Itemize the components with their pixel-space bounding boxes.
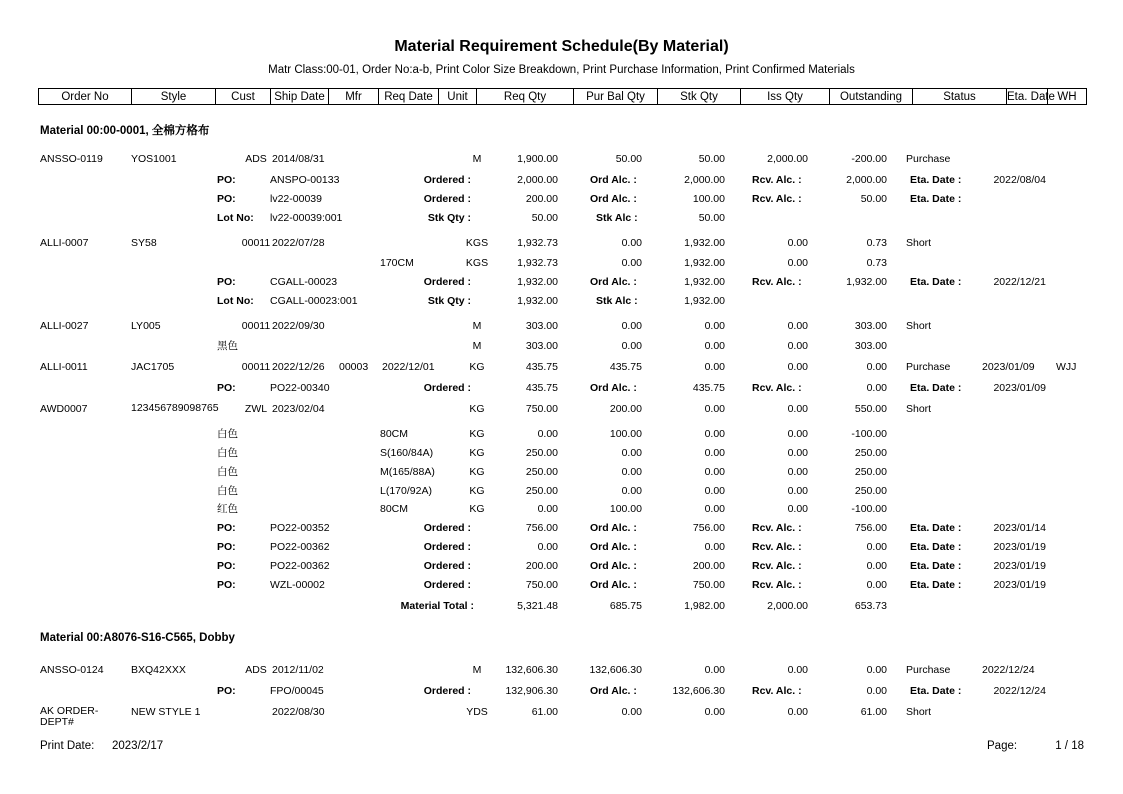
unit: KG xyxy=(469,403,485,415)
outstanding: -100.00 xyxy=(851,503,887,515)
style: 123456789098765 xyxy=(131,402,219,414)
pur-bal-qty: 0.00 xyxy=(621,340,642,352)
eta-date-label: Eta. Date : xyxy=(910,174,962,186)
mfr: 00003 xyxy=(339,361,369,373)
outstanding: 303.00 xyxy=(854,340,887,352)
req-qty: 1,900.00 xyxy=(517,153,558,165)
po-label: PO: xyxy=(217,560,236,572)
ord-alc-label: Ord Alc. : xyxy=(590,579,637,591)
customer: 00011 xyxy=(241,361,271,373)
ord-alc-label: Ord Alc. : xyxy=(590,541,637,553)
column-header-8: Pur Bal Qty xyxy=(573,88,658,105)
unit: KG xyxy=(469,361,485,373)
column-header-14: WH xyxy=(1047,88,1087,105)
req-qty: 303.00 xyxy=(525,320,558,332)
unit: KGS xyxy=(465,257,489,269)
ordered-qty: 200.00 xyxy=(525,193,558,205)
pur-bal-qty: 132,606.30 xyxy=(589,664,642,676)
eta-date-value: 2022/12/21 xyxy=(993,276,1046,288)
ship-date: 2023/02/04 xyxy=(272,403,325,415)
po-label: PO: xyxy=(217,541,236,553)
color: 红色 xyxy=(217,503,238,515)
status: Short xyxy=(906,320,932,332)
ordered-qty: 2,000.00 xyxy=(517,174,558,186)
outstanding: 61.00 xyxy=(860,706,887,718)
req-qty: 435.75 xyxy=(525,361,558,373)
stk-qty-label: Stk Qty : xyxy=(427,295,471,307)
rcv-alc-qty: 0.00 xyxy=(866,382,887,394)
ship-date: 2022/12/26 xyxy=(272,361,325,373)
style: YOS1001 xyxy=(131,153,177,165)
unit: M xyxy=(472,320,482,332)
pur-bal-qty: 100.00 xyxy=(609,503,642,515)
lot-stk-qty: 50.00 xyxy=(531,212,558,224)
size: M(165/88A) xyxy=(380,466,435,478)
eta-date-value: 2022/08/04 xyxy=(993,174,1046,186)
order-no: ALLI-0007 xyxy=(40,237,89,249)
iss-qty: 0.00 xyxy=(787,361,808,373)
style: NEW STYLE 1 xyxy=(131,706,201,718)
eta-date-value: 2023/01/19 xyxy=(993,579,1046,591)
ship-date: 2022/08/30 xyxy=(272,706,325,718)
lot-no-label: Lot No: xyxy=(217,212,254,224)
order-no: ANSSO-0124 xyxy=(40,664,104,676)
unit: KGS xyxy=(465,237,489,249)
req-qty: 132,606.30 xyxy=(505,664,558,676)
eta-date-value: 2022/12/24 xyxy=(993,685,1046,697)
ordered-qty: 200.00 xyxy=(525,560,558,572)
rcv-alc-label: Rcv. Alc. : xyxy=(752,560,802,572)
lot-no-label: Lot No: xyxy=(217,295,254,307)
column-header-6: Unit xyxy=(438,88,477,105)
ord-alc-label: Ord Alc. : xyxy=(590,560,637,572)
iss-qty: 0.00 xyxy=(787,237,808,249)
ord-alc-qty: 0.00 xyxy=(704,541,725,553)
customer: ZWL xyxy=(244,403,268,415)
stk-qty: 1,932.00 xyxy=(684,257,725,269)
outstanding: -200.00 xyxy=(851,153,887,165)
size: 80CM xyxy=(380,503,409,515)
po-number: FPO/00045 xyxy=(270,685,324,697)
rcv-alc-label: Rcv. Alc. : xyxy=(752,685,802,697)
ship-date: 2014/08/31 xyxy=(272,153,325,165)
stk-qty: 0.00 xyxy=(704,664,725,676)
eta-date-label: Eta. Date : xyxy=(910,685,962,697)
rcv-alc-qty: 0.00 xyxy=(866,579,887,591)
status: Purchase xyxy=(906,153,951,165)
column-header-0: Order No xyxy=(38,88,132,105)
ordered-label: Ordered : xyxy=(423,193,471,205)
stk-qty: 0.00 xyxy=(704,503,725,515)
ordered-label: Ordered : xyxy=(423,541,471,553)
outstanding: 653.73 xyxy=(854,600,887,612)
req-qty: 5,321.48 xyxy=(517,600,558,612)
stk-qty-label: Stk Qty : xyxy=(427,212,471,224)
ord-alc-qty: 435.75 xyxy=(692,382,725,394)
ordered-qty: 756.00 xyxy=(525,522,558,534)
po-label: PO: xyxy=(217,579,236,591)
pur-bal-qty: 0.00 xyxy=(621,466,642,478)
warehouse: WJJ xyxy=(1056,361,1077,373)
ship-date: 2022/07/28 xyxy=(272,237,325,249)
stk-qty: 0.00 xyxy=(704,320,725,332)
stk-alc-qty: 50.00 xyxy=(698,212,725,224)
ordered-qty: 1,932.00 xyxy=(517,276,558,288)
color: 白色 xyxy=(217,485,238,497)
outstanding: -100.00 xyxy=(851,428,887,440)
print-date: 2023/2/17 xyxy=(112,740,164,752)
iss-qty: 2,000.00 xyxy=(767,153,808,165)
unit: M xyxy=(472,153,482,165)
outstanding: 303.00 xyxy=(854,320,887,332)
req-qty: 250.00 xyxy=(525,447,558,459)
po-label: PO: xyxy=(217,276,236,288)
column-header-3: Ship Date xyxy=(270,88,329,105)
rcv-alc-qty: 0.00 xyxy=(866,560,887,572)
eta-date-label: Eta. Date : xyxy=(910,193,962,205)
column-header-9: Stk Qty xyxy=(657,88,741,105)
ord-alc-label: Ord Alc. : xyxy=(590,685,637,697)
po-label: PO: xyxy=(217,522,236,534)
size: L(170/92A) xyxy=(380,485,432,497)
ord-alc-qty: 1,932.00 xyxy=(684,276,725,288)
size: S(160/84A) xyxy=(380,447,434,459)
iss-qty: 0.00 xyxy=(787,447,808,459)
eta-date-label: Eta. Date : xyxy=(910,579,962,591)
iss-qty: 0.00 xyxy=(787,340,808,352)
stk-qty: 0.00 xyxy=(704,340,725,352)
pur-bal-qty: 100.00 xyxy=(609,428,642,440)
iss-qty: 0.00 xyxy=(787,428,808,440)
ord-alc-qty: 756.00 xyxy=(692,522,725,534)
column-header-1: Style xyxy=(131,88,216,105)
iss-qty: 0.00 xyxy=(787,706,808,718)
rcv-alc-qty: 50.00 xyxy=(860,193,887,205)
color: 白色 xyxy=(217,466,238,478)
stk-alc-label: Stk Alc : xyxy=(596,295,638,307)
po-label: PO: xyxy=(217,193,236,205)
rcv-alc-label: Rcv. Alc. : xyxy=(752,382,802,394)
stk-alc-label: Stk Alc : xyxy=(596,212,638,224)
order-no: ALLI-0027 xyxy=(40,320,89,332)
iss-qty: 0.00 xyxy=(787,466,808,478)
color: 白色 xyxy=(217,447,238,459)
order-no: ANSSO-0119 xyxy=(40,153,103,165)
iss-qty: 0.00 xyxy=(787,485,808,497)
size: 80CM xyxy=(380,428,409,440)
column-header-2: Cust xyxy=(215,88,271,105)
pur-bal-qty: 200.00 xyxy=(609,403,642,415)
eta-date-value: 2023/01/19 xyxy=(993,560,1046,572)
style: JAC1705 xyxy=(131,361,175,373)
po-number: CGALL-00023 xyxy=(270,276,338,288)
customer: ADS xyxy=(245,664,267,676)
ord-alc-label: Ord Alc. : xyxy=(590,276,637,288)
po-label: PO: xyxy=(217,685,236,697)
order-no: ALLI-0011 xyxy=(40,361,88,373)
unit: KG xyxy=(469,503,485,515)
lot-stk-qty: 1,932.00 xyxy=(517,295,558,307)
eta-date-value: 2023/01/09 xyxy=(993,382,1046,394)
column-header-12: Status xyxy=(912,88,1007,105)
po-number: PO22-00340 xyxy=(270,382,330,394)
order-no: AK ORDER-DEPT# xyxy=(40,705,99,728)
outstanding: 0.73 xyxy=(866,237,887,249)
req-qty: 61.00 xyxy=(531,706,558,718)
stk-qty: 0.00 xyxy=(704,466,725,478)
material-section-header: Material 00:A8076-S16-C565, Dobby xyxy=(40,632,235,644)
material-section-header: Material 00:00-0001, 全棉方格布 xyxy=(40,125,210,137)
rcv-alc-label: Rcv. Alc. : xyxy=(752,174,802,186)
rcv-alc-label: Rcv. Alc. : xyxy=(752,522,802,534)
style: BXQ42XXX xyxy=(131,664,186,676)
po-label: PO: xyxy=(217,174,236,186)
customer: ADS xyxy=(245,153,267,165)
po-number: WZL-00002 xyxy=(270,579,325,591)
stk-qty: 1,932.00 xyxy=(684,237,725,249)
pur-bal-qty: 0.00 xyxy=(621,485,642,497)
iss-qty: 0.00 xyxy=(787,320,808,332)
ord-alc-qty: 100.00 xyxy=(692,193,725,205)
stk-qty: 0.00 xyxy=(704,428,725,440)
material-total-label: Material Total : xyxy=(400,600,474,612)
stk-qty: 1,982.00 xyxy=(684,600,725,612)
unit: KG xyxy=(469,428,485,440)
ordered-qty: 132,906.30 xyxy=(505,685,558,697)
stk-qty: 0.00 xyxy=(704,403,725,415)
column-header-5: Req Date xyxy=(378,88,439,105)
rcv-alc-label: Rcv. Alc. : xyxy=(752,193,802,205)
ord-alc-label: Ord Alc. : xyxy=(590,382,637,394)
rcv-alc-qty: 756.00 xyxy=(854,522,887,534)
rcv-alc-qty: 1,932.00 xyxy=(846,276,887,288)
outstanding: 0.00 xyxy=(866,664,887,676)
unit: M xyxy=(472,340,482,352)
po-number: PO22-00362 xyxy=(270,541,330,553)
eta-date: 2023/01/09 xyxy=(982,361,1035,373)
stk-qty: 0.00 xyxy=(704,485,725,497)
iss-qty: 2,000.00 xyxy=(767,600,808,612)
req-qty: 1,932.73 xyxy=(517,237,558,249)
report-title: Material Requirement Schedule(By Material) xyxy=(394,38,729,55)
size: 170CM xyxy=(380,257,414,269)
po-number: PO22-00352 xyxy=(270,522,330,534)
pur-bal-qty: 685.75 xyxy=(609,600,642,612)
report-subtitle: Matr Class:00-01, Order No:a-b, Print Color Size Breakdown, Print Purchase Information, Print Confirmed Materials xyxy=(268,64,855,76)
rcv-alc-qty: 0.00 xyxy=(866,685,887,697)
rcv-alc-label: Rcv. Alc. : xyxy=(752,276,802,288)
pur-bal-qty: 0.00 xyxy=(621,320,642,332)
iss-qty: 0.00 xyxy=(787,503,808,515)
eta-date-label: Eta. Date : xyxy=(910,522,962,534)
status: Purchase xyxy=(906,664,951,676)
order-no: AWD0007 xyxy=(40,403,88,415)
page-number: 1 / 18 xyxy=(1055,740,1084,752)
req-qty: 1,932.73 xyxy=(517,257,558,269)
column-header-row xyxy=(38,88,1086,106)
ord-alc-label: Ord Alc. : xyxy=(590,193,637,205)
outstanding: 0.00 xyxy=(866,361,887,373)
ordered-qty: 0.00 xyxy=(537,541,558,553)
column-header-11: Outstanding xyxy=(829,88,913,105)
eta-date-label: Eta. Date : xyxy=(910,541,962,553)
req-qty: 750.00 xyxy=(525,403,558,415)
po-label: PO: xyxy=(217,382,236,394)
iss-qty: 0.00 xyxy=(787,664,808,676)
outstanding: 550.00 xyxy=(854,403,887,415)
stk-qty: 0.00 xyxy=(704,447,725,459)
ordered-qty: 435.75 xyxy=(525,382,558,394)
pur-bal-qty: 0.00 xyxy=(621,237,642,249)
print-date-label: Print Date: xyxy=(40,740,95,752)
ordered-label: Ordered : xyxy=(423,560,471,572)
pur-bal-qty: 0.00 xyxy=(621,447,642,459)
ordered-label: Ordered : xyxy=(423,174,471,186)
req-qty: 250.00 xyxy=(525,485,558,497)
unit: KG xyxy=(469,447,485,459)
ordered-label: Ordered : xyxy=(423,579,471,591)
req-qty: 0.00 xyxy=(537,428,558,440)
pur-bal-qty: 435.75 xyxy=(609,361,642,373)
stk-qty: 0.00 xyxy=(704,706,725,718)
ord-alc-qty: 132,606.30 xyxy=(672,685,725,697)
pur-bal-qty: 50.00 xyxy=(615,153,642,165)
status: Short xyxy=(906,237,932,249)
pur-bal-qty: 0.00 xyxy=(621,706,642,718)
status: Purchase xyxy=(906,361,951,373)
unit: YDS xyxy=(466,706,488,718)
ordered-label: Ordered : xyxy=(423,522,471,534)
column-header-7: Req Qty xyxy=(476,88,574,105)
eta-date: 2022/12/24 xyxy=(982,664,1035,676)
unit: KG xyxy=(469,485,485,497)
ordered-qty: 750.00 xyxy=(525,579,558,591)
column-header-4: Mfr xyxy=(328,88,379,105)
outstanding: 0.73 xyxy=(866,257,887,269)
unit: M xyxy=(472,664,482,676)
ord-alc-qty: 200.00 xyxy=(692,560,725,572)
style: SY58 xyxy=(131,237,157,249)
eta-date-label: Eta. Date : xyxy=(910,382,962,394)
req-qty: 0.00 xyxy=(537,503,558,515)
ord-alc-label: Ord Alc. : xyxy=(590,522,637,534)
outstanding: 250.00 xyxy=(854,466,887,478)
ship-date: 2022/09/30 xyxy=(272,320,325,332)
stk-alc-qty: 1,932.00 xyxy=(684,295,725,307)
stk-qty: 50.00 xyxy=(698,153,725,165)
ord-alc-qty: 750.00 xyxy=(692,579,725,591)
req-qty: 303.00 xyxy=(525,340,558,352)
customer: 00011 xyxy=(241,320,271,332)
ship-date: 2012/11/02 xyxy=(272,664,324,676)
rcv-alc-label: Rcv. Alc. : xyxy=(752,541,802,553)
iss-qty: 0.00 xyxy=(787,257,808,269)
outstanding: 250.00 xyxy=(854,447,887,459)
style: LY005 xyxy=(131,320,161,332)
rcv-alc-label: Rcv. Alc. : xyxy=(752,579,802,591)
eta-date-value: 2023/01/19 xyxy=(993,541,1046,553)
column-header-10: Iss Qty xyxy=(740,88,830,105)
eta-date-label: Eta. Date : xyxy=(910,276,962,288)
po-number: lv22-00039 xyxy=(270,193,322,205)
ord-alc-label: Ord Alc. : xyxy=(590,174,637,186)
po-number: ANSPO-00133 xyxy=(270,174,340,186)
req-qty: 250.00 xyxy=(525,466,558,478)
rcv-alc-qty: 2,000.00 xyxy=(846,174,887,186)
column-header-13: Eta. Date xyxy=(1006,88,1048,105)
color: 黑色 xyxy=(217,340,238,352)
rcv-alc-qty: 0.00 xyxy=(866,541,887,553)
eta-date-label: Eta. Date : xyxy=(910,560,962,572)
outstanding: 250.00 xyxy=(854,485,887,497)
lot-number: CGALL-00023:001 xyxy=(270,295,358,307)
ordered-label: Ordered : xyxy=(423,276,471,288)
ord-alc-qty: 2,000.00 xyxy=(684,174,725,186)
ordered-label: Ordered : xyxy=(423,382,471,394)
color: 白色 xyxy=(217,428,238,440)
pur-bal-qty: 0.00 xyxy=(621,257,642,269)
customer: 00011 xyxy=(241,237,271,249)
ordered-label: Ordered : xyxy=(423,685,471,697)
eta-date-value: 2023/01/14 xyxy=(993,522,1046,534)
iss-qty: 0.00 xyxy=(787,403,808,415)
status: Short xyxy=(906,706,932,718)
stk-qty: 0.00 xyxy=(704,361,725,373)
page-label: Page: xyxy=(987,740,1018,752)
unit: KG xyxy=(469,466,485,478)
status: Short xyxy=(906,403,932,415)
po-number: PO22-00362 xyxy=(270,560,330,572)
req-date: 2022/12/01 xyxy=(382,361,435,373)
lot-number: lv22-00039:001 xyxy=(270,212,343,224)
